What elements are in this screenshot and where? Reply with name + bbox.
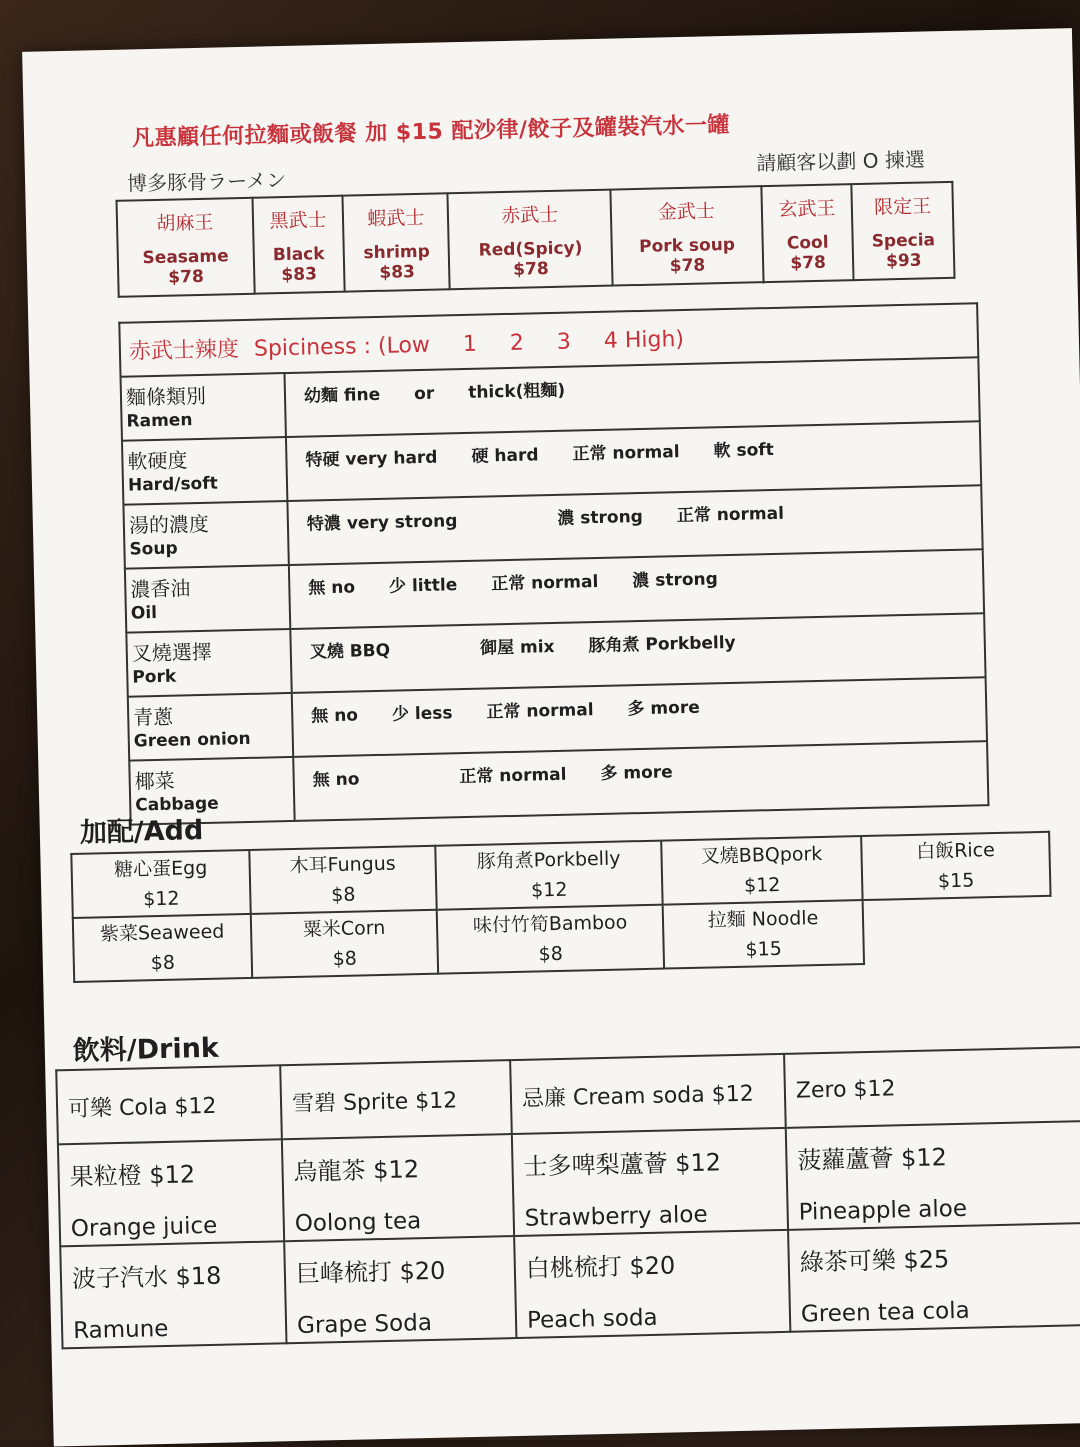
drink-name-cn: 菠蘿蘆薈 $12 bbox=[797, 1143, 948, 1175]
add-item[interactable] bbox=[661, 836, 862, 905]
spice-level-option[interactable]: 4 High) bbox=[603, 326, 685, 354]
option-choice[interactable]: 叉燒 BBQ bbox=[309, 640, 391, 663]
add-item-name: 粟米Corn bbox=[302, 916, 386, 941]
instruction-text: 請顧客以劃 O 揀選 bbox=[756, 147, 926, 176]
option-label-en: Ramen bbox=[126, 409, 193, 432]
ramen-name-en: Specia bbox=[871, 229, 936, 252]
ramen-item[interactable] bbox=[252, 196, 345, 294]
drink-item[interactable] bbox=[284, 1236, 516, 1343]
promo-text: 凡惠顧任何拉麵或飯餐 加 $15 配沙律/餃子及罐裝汽水一罐 bbox=[131, 112, 731, 152]
options-table bbox=[118, 302, 989, 825]
ramen-name-en: Seasame bbox=[142, 245, 229, 268]
drink-name-cn: 果粒橙 $12 bbox=[69, 1160, 196, 1192]
drink-name-en: Strawberry aloe bbox=[524, 1201, 708, 1232]
ramen-price: $83 bbox=[379, 261, 416, 283]
add-item[interactable] bbox=[435, 841, 662, 910]
option-choice[interactable]: 正常 normal bbox=[572, 442, 680, 465]
drink-item[interactable]: 可樂 Cola $12 bbox=[56, 1065, 282, 1144]
drink-name-cn: 巨峰梳打 $20 bbox=[295, 1256, 446, 1289]
ramen-price: $83 bbox=[281, 263, 318, 285]
drink-name-en: Grape Soda bbox=[296, 1309, 433, 1339]
option-choice[interactable]: 幼麵 fine bbox=[303, 384, 381, 407]
option-label-cn: 椰菜 bbox=[134, 768, 175, 794]
option-choice[interactable]: 正常 normal bbox=[459, 764, 567, 788]
option-label bbox=[122, 437, 287, 505]
ramen-name-en: Cool bbox=[786, 232, 829, 254]
add-item-name: 糖心蛋Egg bbox=[113, 856, 208, 881]
option-choice[interactable]: 正常 normal bbox=[486, 700, 594, 723]
ramen-name-cn: 蝦武士 bbox=[367, 206, 425, 230]
option-choice: or bbox=[413, 383, 435, 405]
option-label-cn: 麵條類別 bbox=[125, 383, 207, 410]
add-item-price: $12 bbox=[143, 887, 180, 911]
drink-item[interactable]: Zero $12 bbox=[784, 1047, 1080, 1128]
option-label-en: Green onion bbox=[133, 728, 251, 752]
option-label-cn: 濃香油 bbox=[130, 575, 191, 602]
drink-item[interactable] bbox=[512, 1128, 788, 1236]
option-label-en: Hard/soft bbox=[127, 473, 218, 496]
add-item[interactable] bbox=[73, 914, 252, 982]
spiciness-label-cn: 赤武士辣度 bbox=[128, 336, 240, 365]
ramen-item[interactable] bbox=[448, 190, 613, 290]
ramen-table bbox=[116, 181, 956, 298]
add-item-name: 味付竹筍Bamboo bbox=[472, 911, 628, 937]
drink-item[interactable]: 忌廉 Cream soda $12 bbox=[510, 1054, 786, 1134]
drink-name-en: Pineapple aloe bbox=[798, 1195, 968, 1226]
add-item-name: 木耳Fungus bbox=[289, 852, 396, 877]
ramen-name-cn: 金武士 bbox=[657, 199, 716, 224]
option-choice[interactable]: 無 no bbox=[308, 577, 356, 599]
option-choice[interactable]: 豚角煮 Porkbelly bbox=[588, 632, 736, 657]
option-label bbox=[123, 501, 288, 569]
option-label-en: Cabbage bbox=[135, 793, 219, 816]
option-choice[interactable]: 特硬 very hard bbox=[305, 447, 438, 471]
ramen-name-en: Black bbox=[272, 243, 325, 265]
drink-name-en: Green tea cola bbox=[800, 1297, 970, 1328]
option-label-en: Soup bbox=[129, 538, 178, 560]
ramen-name-cn: 玄武王 bbox=[778, 197, 836, 221]
add-item-price: $12 bbox=[530, 878, 568, 902]
drink-table bbox=[55, 1046, 1080, 1349]
empty-cell bbox=[863, 896, 1052, 964]
drink-name-cn: 白桃梳打 $20 bbox=[525, 1251, 676, 1283]
ramen-item[interactable] bbox=[343, 193, 450, 291]
add-item-price: $8 bbox=[331, 883, 356, 907]
add-item-name: 叉燒BBQpork bbox=[700, 842, 823, 868]
ramen-name-en: Red(Spicy) bbox=[478, 237, 583, 261]
ramen-name-cn: 赤武士 bbox=[501, 203, 559, 227]
option-label bbox=[125, 565, 290, 633]
drink-item[interactable] bbox=[788, 1223, 1080, 1332]
ramen-price: $78 bbox=[790, 252, 827, 274]
drink-heading: 飲料/Drink bbox=[72, 1032, 220, 1068]
drink-item[interactable] bbox=[786, 1121, 1080, 1230]
option-choice[interactable]: 無 no bbox=[312, 769, 360, 791]
add-item-name: 豚角煮Porkbelly bbox=[476, 847, 621, 873]
add-item-price: $8 bbox=[538, 942, 564, 966]
add-item[interactable] bbox=[861, 832, 1050, 900]
option-choice[interactable]: 濃 strong bbox=[557, 506, 644, 529]
add-item-name: 白飯Rice bbox=[915, 838, 996, 863]
option-choice[interactable]: 無 no bbox=[311, 705, 359, 727]
ramen-price: $78 bbox=[669, 254, 706, 276]
ramen-item[interactable] bbox=[852, 182, 955, 280]
ramen-name-en: Pork soup bbox=[638, 234, 736, 257]
add-item[interactable] bbox=[71, 850, 250, 918]
ramen-price: $78 bbox=[168, 266, 205, 288]
ramen-item[interactable] bbox=[117, 198, 255, 297]
ramen-name-cn: 黑武士 bbox=[269, 208, 327, 232]
option-choice[interactable]: 少 less bbox=[391, 703, 453, 725]
option-choice[interactable]: 特濃 very strong bbox=[306, 511, 458, 535]
add-heading: 加配/Add bbox=[79, 815, 204, 849]
drink-item[interactable] bbox=[60, 1241, 286, 1348]
spiciness-label-en: Spiciness : (Low bbox=[253, 332, 431, 362]
ramen-item[interactable] bbox=[761, 184, 854, 282]
add-item[interactable] bbox=[663, 900, 864, 969]
drink-name-en: Oolong tea bbox=[294, 1208, 422, 1238]
option-label bbox=[126, 629, 291, 697]
option-choice[interactable]: 多 more bbox=[600, 762, 673, 784]
option-choice[interactable]: 正常 normal bbox=[491, 571, 599, 595]
ramen-price: $93 bbox=[885, 250, 922, 271]
option-label-en: Pork bbox=[132, 666, 177, 688]
spice-level-option[interactable]: 3 bbox=[556, 329, 572, 355]
option-choice[interactable]: 少 little bbox=[388, 575, 458, 597]
add-item-price: $15 bbox=[745, 937, 783, 961]
drink-name-cn: 綠茶可樂 $25 bbox=[799, 1245, 950, 1277]
option-choice[interactable]: 多 more bbox=[627, 697, 700, 720]
drink-name-cn: 烏龍茶 $12 bbox=[293, 1155, 420, 1187]
drink-name-en: Orange juice bbox=[70, 1212, 218, 1243]
add-item-price: $12 bbox=[743, 873, 781, 897]
drink-item[interactable] bbox=[282, 1134, 514, 1241]
drink-name-en: Ramune bbox=[72, 1315, 169, 1345]
add-item-name: 紫菜Seaweed bbox=[99, 920, 225, 945]
ramen-price: $78 bbox=[512, 258, 549, 280]
add-item-price: $8 bbox=[150, 951, 176, 975]
option-label bbox=[128, 693, 293, 761]
drink-name-cn: 波子汽水 $18 bbox=[71, 1261, 222, 1294]
option-choice[interactable]: 正常 normal bbox=[676, 503, 785, 527]
add-item[interactable] bbox=[249, 846, 436, 914]
ramen-subtitle: 博多豚骨ラーメン bbox=[126, 167, 287, 196]
option-label-cn: 湯的濃度 bbox=[128, 511, 210, 538]
drink-item[interactable] bbox=[58, 1139, 284, 1246]
option-choice[interactable]: 濃 strong bbox=[632, 569, 719, 592]
ramen-name-cn: 胡麻王 bbox=[156, 211, 214, 235]
option-label-cn: 叉燒選擇 bbox=[131, 639, 213, 666]
drink-item[interactable]: 雪碧 Sprite $12 bbox=[280, 1060, 512, 1139]
spice-level-option[interactable]: 1 bbox=[462, 331, 478, 357]
add-item-price: $8 bbox=[332, 947, 358, 971]
option-label bbox=[121, 373, 286, 441]
ramen-name-en: shrimp bbox=[363, 241, 431, 263]
spice-level-option[interactable]: 2 bbox=[509, 330, 525, 356]
ramen-name-cn: 限定王 bbox=[873, 194, 932, 219]
option-choice[interactable]: 硬 hard bbox=[471, 445, 539, 467]
option-choice[interactable]: thick(粗麵) bbox=[467, 380, 566, 403]
drink-name-cn: 士多啤梨蘆薈 $12 bbox=[523, 1148, 722, 1181]
option-choice[interactable]: 軟 soft bbox=[713, 439, 775, 462]
option-label-cn: 軟硬度 bbox=[127, 447, 188, 474]
option-label-cn: 青蔥 bbox=[132, 704, 174, 730]
menu-sheet bbox=[22, 28, 1080, 1446]
drink-name-en: Peach soda bbox=[526, 1304, 658, 1334]
drink-item[interactable] bbox=[514, 1230, 790, 1338]
add-table bbox=[70, 831, 1053, 983]
option-choice[interactable]: 御屋 mix bbox=[479, 636, 555, 659]
add-item[interactable] bbox=[251, 910, 438, 978]
add-item[interactable] bbox=[437, 905, 664, 974]
add-item-name: 拉麵 Noodle bbox=[707, 906, 819, 932]
ramen-item[interactable] bbox=[611, 186, 764, 285]
add-item-price: $15 bbox=[937, 869, 975, 893]
option-label-en: Oil bbox=[130, 602, 158, 624]
